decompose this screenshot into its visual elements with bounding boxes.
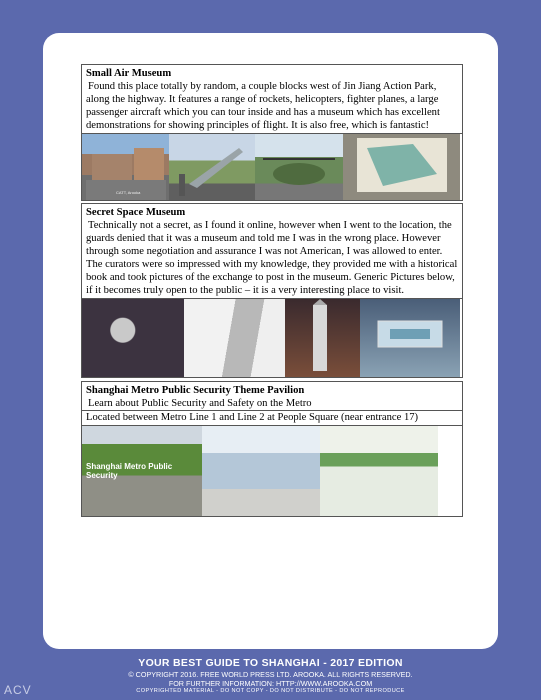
entry-text [82, 65, 462, 133]
photo-caption: CATT, Arooka [116, 190, 141, 195]
entry-body: Learn about Public Security and Safety on the Metro [88, 398, 312, 409]
photo-exhibit-hall [320, 426, 438, 516]
photo-museum-building [82, 134, 169, 200]
jet-illustration [169, 134, 255, 200]
rocket-illustration [285, 299, 360, 377]
screen-illustration [360, 299, 460, 377]
photo-rocket-model [285, 299, 360, 377]
entry-text [82, 382, 462, 410]
entry-text [82, 204, 462, 298]
photo-strip [82, 133, 462, 200]
photo-pavilion-entrance [82, 426, 202, 516]
photo-jet-display [169, 134, 255, 200]
photo-satellite [82, 299, 184, 377]
footer-title: YOUR BEST GUIDE TO SHANGHAI - 2017 EDITION [138, 657, 403, 669]
entry-metro-security-pavilion [81, 381, 463, 517]
helicopter-illustration [255, 134, 343, 200]
photo-strip [82, 425, 462, 516]
photo-exhibit-screen [360, 299, 460, 377]
map-illustration [343, 134, 460, 200]
entry-title: Small Air Museum [86, 68, 172, 79]
signature: ACV [4, 683, 32, 697]
footer-copyright: © COPYRIGHT 2016. FREE WORLD PRESS LTD. AROOKA. ALL RIGHTS RESERVED. [128, 670, 413, 679]
entry-body: Found this place totally by random, a couple blocks west of Jin Jiang Action Park, along the highway. It features a range of rockets, helicopters, fighter planes, a large passenger aircraft which you can tour inside and has a museum which has excellent demonstrations for showing principles of flight. It is also free, which is fantastic! [86, 81, 440, 131]
entry-location: Located between Metro Line 1 and Line 2 at People Square (near entrance 17) [82, 410, 462, 425]
entry-body: Technically not a secret, as I found it online, however when I went to the location, the guards denied that it was a museum and told me I was in the wrong place. However through some negotiation and assurance I was not American, I was allowed to enter. The curators were so impressed with my knowledge, they provided me with a historical book and took pictures of the exchange to post in the museum. Generic Pictures below, if it becomes truly open to the public – it is a very interesting place to visit. [86, 220, 458, 296]
photo-sign-text: Shanghai Metro Public Security [86, 462, 173, 480]
photo-display-wall [202, 426, 320, 516]
photo-strip [82, 298, 462, 377]
photo-site-map [343, 134, 460, 200]
entry-secret-space-museum [81, 203, 463, 378]
entry-small-air-museum [81, 64, 463, 201]
entry-title: Secret Space Museum [86, 207, 186, 218]
photo-rocket-engine [184, 299, 285, 377]
photo-helicopter [255, 134, 343, 200]
footer-notice: COPYRIGHTED MATERIAL - DO NOT COPY - DO NOT DISTRIBUTE - DO NOT REPRODUCE [136, 688, 405, 694]
entry-title: Shanghai Metro Public Security Theme Pavilion [86, 385, 305, 396]
footer-info: FOR FURTHER INFORMATION: HTTP://WWW.AROOKA.COM [168, 679, 373, 688]
